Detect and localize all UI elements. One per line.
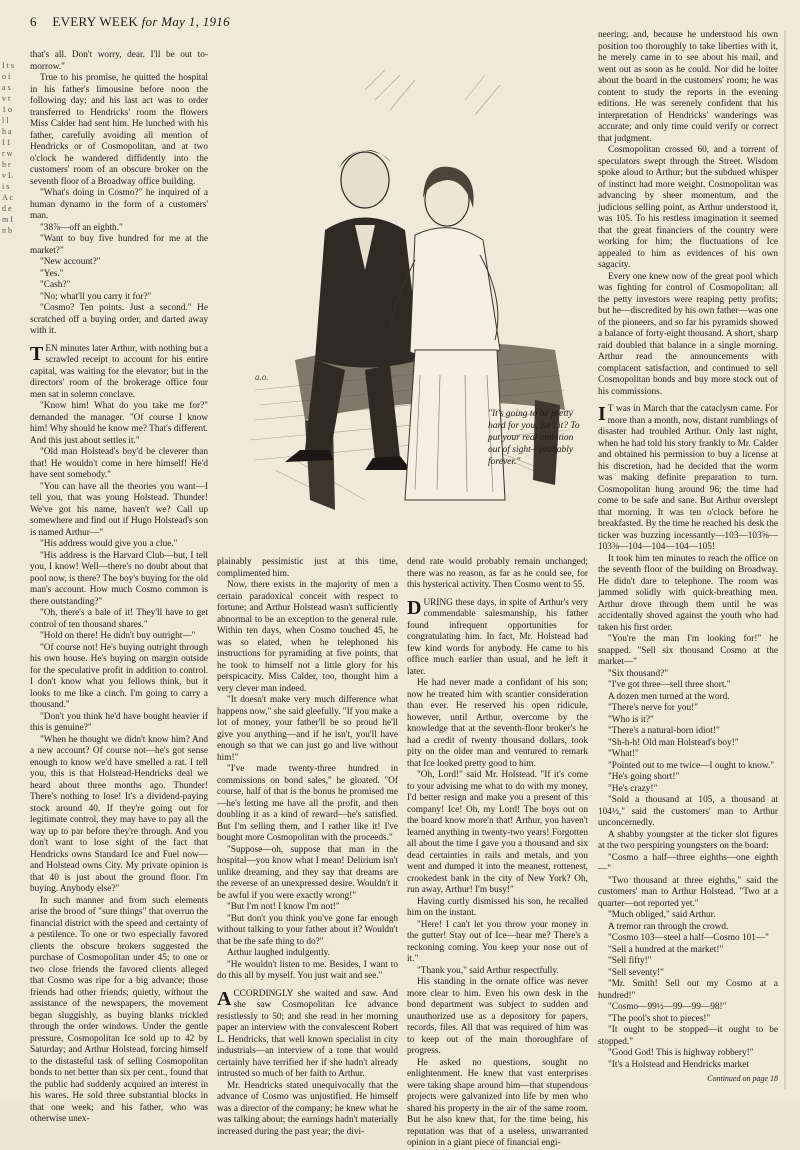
paragraph: Mr. Hendricks stated unequivocally that the advance of Cosmo was unjustified. He himself was a director of the company; he knew what he was talking about; the earnings hadn't materially increased during the past year; the divi- xyxy=(217,1080,398,1137)
paragraph: Arthur laughed indulgently. xyxy=(227,948,330,958)
paragraph: that's all. Don't worry, dear. I'll be out to-morrow." xyxy=(30,50,208,72)
paragraph: "Want to buy five hundred for me at the market?" xyxy=(30,234,208,256)
paragraph: "It doesn't make very much difference what happens now," she said gleefully. "If you make a lot of money, your father'll be so proud he'll give you anything—and if he isn't, you'll have enough so that we can just go and live without him!" xyxy=(217,695,398,763)
paragraph: "I've got three—sell three short." xyxy=(608,680,731,690)
paragraph: "You're the man I'm looking for!" he snapped. "Sell six thousand Cosmo at the market—" xyxy=(598,634,778,667)
paragraph: "It's a Holstead and Hendricks market xyxy=(608,1059,750,1070)
paragraph: "Here! I can't let you throw your money in the gutter! Stay out of Ice—hear me? There's a reckoning coming. You keep your nose out of it." xyxy=(407,919,588,964)
paragraph: "He wouldn't listen to me. Besides, I want to do this all by myself. You just wait and see." xyxy=(217,959,398,981)
left-margin-fragment: I t s o i a s v t 1 o l l h a I 1 r w h r v L i s A c d e m I n b xyxy=(2,61,14,235)
section-first-text: URING these days, in spite of Arthur's very commendable salesmanship, his father found infrequent opportunities for congratulating him. In fact, Mr. Holstead had few kind words for anybody. He came to his office much earlier than usual, and he left it later. xyxy=(407,597,588,677)
section-first-text: CCORDINGLY she waited and saw. And she saw Cosmopolitan Ice advance resistlessly to 50; and she read in her morning paper an interview with the convalescent Robert L. Hendricks, that well known specialist in city industrials—an interview of a tone that would certainly have terrified her if she hadn't already intrusted so much of her faith to Arthur. xyxy=(217,988,398,1079)
paragraph: "He's crazy!" xyxy=(608,783,658,794)
paragraph: "Who is it?" xyxy=(608,714,654,725)
paragraph: "When he thought we didn't know him? And a new account? Of course not—he's got sense enough to know we'd have smelled a rat. I tell you, this is that Holstead-Hendricks deal we heard about three months ago. Thunder! There's nothing to lose! It's a dividend-paying stock around 40. If they're going out for legitimate control, they may have to pay all the way up to par before they're through. And you don't want to lose sight of the fact that Hendricks owns Standard Ice and Fuel now—and Holstead owns City. My private opinion is that 40 is just about the ground floor. I'm buying. Anybody else?" xyxy=(30,734,208,894)
paragraph: plainably pessimistic just at this time, complimented him. xyxy=(217,557,398,579)
drop-cap: T xyxy=(30,342,44,365)
paragraph: "Two thousand at three eighths," said the customers' man to Arthur Holstead. "Two at a quarter—not reported yet." xyxy=(598,875,778,909)
paragraph: He asked no questions, sought no enlightenment. He knew that vast enterprises were taking shape around him—that stupendous projects were galvanized into life by men who shared his property in the air of the same room. But he also knew that, for the time being, his reputation was that of a useless, unwarranted opinion in a giant piece of financial engi- xyxy=(407,1057,588,1148)
text-column-1 xyxy=(30,50,208,1124)
paragraph: "You can have all the theories you want—I tell you, that was young Holstead. Thunder! We've got his name, haven't we? Call up somewhere and find out if Hugo Holstead's son is named Arthur—" xyxy=(30,481,208,538)
illustration-couple xyxy=(215,30,590,552)
paragraph: "Much obliged," said Arthur. xyxy=(608,910,716,920)
paragraph: "Oh, there's a bale of it! They'll have to get control of ten thousand shares." xyxy=(30,608,208,630)
drop-cap: A xyxy=(217,987,232,1010)
paragraph: neering; and, because he understood his own position too thoroughly to take liberties with it, he merely came in to see about his mail, and went out as soon as he could. Nor did he loiter about the board in the customers' room; he was content to study the reports in the evening editions. He was serenely confident that his interpretation of Hendricks' wanderings was accurate; and only time could verify or correct that judgment. xyxy=(598,30,778,144)
paragraph: "Thank you," said Arthur respectfully. xyxy=(417,965,559,976)
illustration-caption: "It's going to be pretty hard for you, isn't it? To put your real ambition out of sight—probably forever." xyxy=(488,409,580,467)
paragraph: "Pointed out to me twice—I ought to know." xyxy=(608,760,775,771)
paragraph: "Cash?" xyxy=(40,280,71,290)
paragraph: "Cosmo a half—three eighths—one eighth—" xyxy=(598,852,778,874)
paragraph: "The pool's shot to pieces!" xyxy=(608,1013,711,1024)
text-column-4 xyxy=(598,30,778,1095)
paragraph: "Sell fifty!" xyxy=(608,956,652,966)
paragraph: Cosmopolitan crossed 60, and a torrent of speculators swept through the Street. Wisdom spoke aloud to Arthur; but the subdued whisper of instinct had more weight. Cosmopolitan was advancing by sheer momentum, and the judicious selling point, as Arthur understood it, was 105. To his restless imagination it seemed that the great financiers of the country were working for him; the fluctuations of Ice appealed to him as evidences of his own sagacity. xyxy=(598,145,778,270)
paragraph: "No; what'll you carry it for?" xyxy=(40,291,152,302)
text-column-2 xyxy=(217,557,398,1137)
section-opening xyxy=(407,598,588,679)
masthead: EVERY WEEK xyxy=(52,14,139,29)
paragraph: His standing in the ornate office was never more clear to him. Even his own desk in the bond department was subject to sudden and unauthorized use as a depository for papers, records, files. All that was required of him was to keep out of the main thoroughfare of progress. xyxy=(407,977,588,1056)
paragraph: Every one knew now of the great pool which was fighting for control of Cosmopolitan; all the petty investors were reaping petty profits; but he—discredited by his own father—was one of the pioneers, and so far his pyramids showed a balance of forty-eight thousand. A short, sharp raid doubled that balance in a single morning. Arthur read the announcements with complacent satisfaction, and continued to sell Cosmopolitan bonds and buy more stock out of his commissions. xyxy=(598,271,778,397)
page-number: 6 xyxy=(30,14,37,29)
paragraph: True to his promise, he quitted the hospital in his father's limousine before noon the following day; and his last act was to order transferred to Hendricks' room the flowers Miss Calder had sent him. He lunched with his father, carefully avoiding all mention of Hendricks or of Cosmopolitan, and at two o'clock he wandered diffidently into the customers' room of an obscure broker on the seventh floor of a Broadway office building. xyxy=(30,73,208,187)
paragraph: "But don't you think you've gone far enough without talking to your father about it? Wouldn't that be the safe thing to do?" xyxy=(217,913,398,947)
paragraph: "Sold a thousand at 105, a thousand at 104½," said the customers' man to Arthur unconcernedly. xyxy=(598,795,778,828)
paragraph: "I've made twenty-three hundred in commissions on bond sales," he gloated. "Of course, half of that is the bonus he promised me—he's letting me have all the profit, and then doubling it as a kind of reward—he's satisfied. But I'm selling them, and I rather like it! I've bought more Cosmopolitan with the proceeds." xyxy=(217,764,398,843)
section-opening xyxy=(217,989,398,1081)
binding-edge xyxy=(784,30,786,1090)
paragraph: "Hold on there! He didn't buy outright—" xyxy=(40,631,196,641)
paragraph: A tremor ran through the crowd. xyxy=(608,921,729,932)
page-header xyxy=(30,14,230,30)
paragraph: It took him ten minutes to reach the office on the seventh floor of the building on Broadway. He didn't dare to telephone. The room was jammed solidly with quick-breathing men. Arthur drove through them until he was accidentally shoved against the youth who had taken his first order. xyxy=(598,553,778,633)
paragraph: "But I'm not! I know I'm not!" xyxy=(227,902,340,912)
paragraph: "There's nerve for you!" xyxy=(608,703,699,713)
section-opening xyxy=(598,404,778,554)
paragraph: "Cosmo? Ten points. Just a second." He scratched off a buying order, and darted away with it. xyxy=(30,303,208,336)
paragraph: "What's doing in Cosmo?" he inquired of a human dynamo in the form of a customers' man. xyxy=(30,188,208,221)
paragraph: "38⅞—off an eighth." xyxy=(40,222,123,233)
paragraph: "Sell seventy!" xyxy=(608,967,664,978)
continued-note: Continued on page 18 xyxy=(707,1074,778,1083)
paragraph: "Old man Holstead's boy'd be cleverer than that! He wouldn't come in here himself! He'd have sent somebody." xyxy=(30,447,208,480)
paragraph: "His address would give you a clue." xyxy=(40,539,178,549)
paragraph: "Sh-h-h! Old man Holstead's boy!" xyxy=(608,737,739,748)
paragraph: Now, there exists in the majority of men a certain paradoxical conceit with respect to fortune; and Arthur Holstead wasn't sufficiently abnormal to be an exception to the general rule. Within ten days, when Cosmo touched 45, he was so elated, when he telephoned his instructions for pyramiding at five points, that he took to himself not a little glory for his perspicacity. Miss Calder, too, thought him a very clever man indeed. xyxy=(217,580,398,694)
section-first-text: EN minutes later Arthur, with nothing but a scrawled receipt to account for his entire capital, was waiting for the elevator; but in the directors' room of the brokerage office four men sat in solemn conclave. xyxy=(30,343,208,400)
paragraph: "His address is the Harvard Club—but, I tell you, I know! Well—there's no doubt about that pool now, is there? The boy's buying for the old man's account. How much Cosmo common is there outstanding?" xyxy=(30,550,208,607)
issue-date: for May 1, 1916 xyxy=(141,14,230,29)
paragraph: "Cosmo—99½—99—99—98!" xyxy=(608,1002,727,1012)
paragraph: "New account?" xyxy=(40,257,101,267)
drop-cap: D xyxy=(407,596,422,619)
paragraph: "What!" xyxy=(608,749,639,759)
paragraph: "Yes." xyxy=(40,268,64,279)
paragraph: "Oh, Lord!" said Mr. Holstead. "If it's come to your advising me what to do with my money, I'd better resign and make you a present of this company! Ice! Oh, my Lord! The boys out on the board know more'n that! Arthur, you haven't learned anything in twenty-two years! Forgotten all about the time I gave you a thousand and six dead certainties in rails and metals, and you went and dumped it into the meanest, rottenest, crookedest bank in the city of New York? Oh, run away, Arthur! I'm busy!" xyxy=(407,770,588,895)
paragraph: He had never made a confidant of his son; now he treated him with scantier consideration than ever. He reserved his open ridicule, however, until Arthur, overcome by the knowledge that at the seventh-floor broker's he had a credit of twenty thousand dollars, took pity on the older man and ventured to remark that Ice looked pretty good to him. xyxy=(407,678,588,769)
paragraph: "Suppose—oh, suppose that man in the hospital—you know what I mean! Delirium isn't unlike dreaming, and they say that dreams are the reverse of an unexpressed desire. Wouldn't it be awful if you were exactly wrong!" xyxy=(217,844,398,901)
paragraph: "It ought to be stopped—it ought to be stopped." xyxy=(598,1025,778,1047)
paragraph: "Know him! What do you take me for?" demanded the manager. "Of course I know him! Why should he know me? That's different. And this just about settles it." xyxy=(30,401,208,446)
paragraph: dend rate would probably remain unchanged; there was no reason, as far as he could see, for this hysterical activity. Then Cosmo went to 55. xyxy=(407,557,588,590)
paragraph: Having curtly dismissed his son, he recalled him on the instant. xyxy=(407,896,588,918)
paragraph: "Six thousand?" xyxy=(608,668,669,679)
paragraph: In such manner and from such elements arise the brood of "sure things" that overrun the financial district with the speed and certainty of a pestilence. To one or two especially favored clients the obscure brokers suggested the purchase of Cosmopolitan under 45; to one or two close friends the favored clients alleged that Cosmo was ripe for a big advance; those friends had other friends; quietly, without the assistance of the newspapers, the movement began sluggishly, as buying blanks trickled through the order windows. Under the gentle pressure, Cosmopolitan Ice sold up to 42 by Saturday; and Arthur Holstead, forcing himself to the distasteful task of selling Cosmopolitan bonds to net better than six per cent., found that the public had suddenly acquired an interest in his wares. He sold three substantial blocks in that one week; and his father, who was otherwise unex- xyxy=(30,895,208,1124)
paragraph: "He's going short!" xyxy=(608,772,680,782)
paragraph: A shabby youngster at the ticker slot figures at the two perspiring youngsters on the board: xyxy=(598,829,778,851)
paragraph: "Of course not! He's buying outright through his own house. He's buying on margin outside for the speculative profit in addition to control. I don't know what you fellows think, but it looks to me like a cinch. I'm going to carry a thousand." xyxy=(30,642,208,710)
svg-text:a.o.: a.o. xyxy=(255,372,269,382)
text-column-3 xyxy=(407,557,588,1148)
paragraph: "Sell a hundred at the market!" xyxy=(608,944,724,955)
section-opening xyxy=(30,344,208,402)
paragraph: "Mr. Smith! Sell out my Cosmo at a hundred!" xyxy=(598,979,778,1001)
paragraph: "Don't you think he'd have bought heavier if this is genuine?" xyxy=(30,711,208,733)
paragraph: A dozen men turned at the word. xyxy=(608,691,730,702)
paragraph: "Good God! This is highway robbery!" xyxy=(608,1048,754,1058)
section-first-text: T was in March that the cataclysm came. For more than a month, now, distant rumblings of disaster had troubled Arthur. Only last night, when he had told his story frankly to Mr. Calder and obtained his permission to buy a license at his discretion, had he decided that the worm was making definite preparation to turn. Cosmopolitan hung around 96; the time had come to be safe and sane. But Arthur overslept that morning. It was ten o'clock before he breakfasted. By the time he reached his desk the ticker was buzzing incessantly—103—103⅝—103⅜—104—104—104—105! xyxy=(598,404,778,552)
drop-cap: I xyxy=(598,403,606,425)
paragraph: "Cosmo 103—steel a half—Cosmo 101—" xyxy=(608,933,769,943)
paragraph: "There's a natural-born idiot!" xyxy=(608,726,720,736)
